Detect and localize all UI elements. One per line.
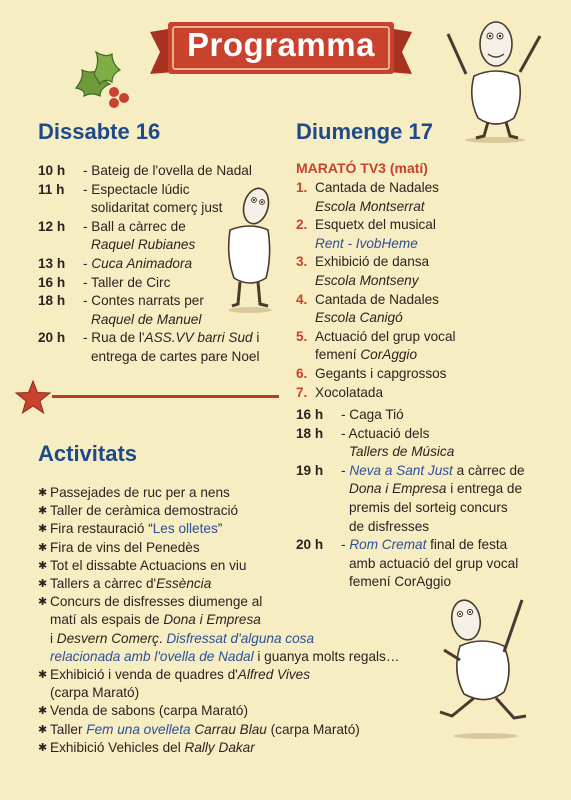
text-segment: Dona i Empresa [163,612,261,628]
text-segment: amb actuació del grup vocal [349,555,519,571]
activity-text [50,702,448,720]
sunday-heading: Diumenge 17 [296,119,433,144]
text-segment: - Ball a càrrec de [83,218,186,234]
activity-item [38,484,448,502]
text-segment: - Taller de Circ [83,274,171,290]
activities-list [38,484,448,757]
time-label: 18 h [38,293,66,309]
text-line [315,272,556,291]
text-segment: Rent - IvobHeme [315,235,418,251]
text-line [315,309,556,328]
text-line [50,666,448,684]
text-segment: Raquel de Manuel [91,311,202,327]
text-segment: Desvern Comerç [56,630,159,646]
item-description [315,384,556,403]
text-line [315,179,556,198]
schedule-row [296,406,566,425]
text-segment: Exhibició de dansa [315,254,430,270]
text-segment: Essència [156,576,212,592]
text-line [50,739,448,757]
marato-item [296,216,556,253]
text-segment: Disfressat d'alguna cosa [166,630,315,646]
text-segment: Dona i Empresa [349,481,447,497]
activity-item [38,520,448,538]
marato-list [296,179,556,402]
text-segment: Esquetx del musical [315,217,436,233]
text-line [50,702,448,720]
text-segment: - Rua de l' [83,330,145,346]
time-label: 16 h [296,407,324,422]
banner-title: Programma [187,26,375,63]
activity-item [38,557,448,575]
time-label: 16 h [38,274,66,290]
text-segment: entrega de cartes pare Noel [91,348,260,364]
activity-item [38,539,448,557]
text-line [315,253,556,272]
text-line [315,328,556,347]
text-segment: CorAggio [360,347,418,363]
activity-item [38,502,448,520]
bullet-star-icon: ✱ [38,559,48,572]
text-segment: Gegants i capgrossos [315,365,447,381]
text-segment: Tot el dissabte Actuacions en viu [50,557,247,573]
text-segment: Passejades de ruc per a nens [50,485,230,500]
text-segment: Les olletes [152,521,218,537]
text-line [341,425,566,444]
activity-text [50,575,448,593]
text-segment: femení CorAggio [349,574,452,590]
text-segment: Carrau Blau [194,721,267,737]
text-segment: ASS.VV barri Sud [144,330,253,346]
text-segment: . [158,630,167,646]
text-segment: - Espectacle lúdic [83,181,190,197]
text-line [341,443,566,462]
text-segment: Tallers de Música [349,444,455,460]
schedule-description [341,406,566,425]
text-line [50,593,448,611]
activity-text [50,739,448,757]
bullet-star-icon: ✱ [38,723,48,736]
text-segment: i guanya molts regals… [253,648,400,664]
text-line [341,462,566,481]
text-segment: de disfresses [349,518,430,534]
text-segment: Neva a Sant Just [349,462,453,478]
text-line [315,235,556,254]
text-line [50,484,448,502]
text-segment: Taller [50,721,87,737]
text-segment: Alfred Vives [237,667,311,683]
marato-item [296,328,556,365]
activity-text [50,593,448,666]
section-divider [52,395,279,398]
text-segment: - Contes narrats per [83,293,204,309]
text-line [50,684,448,702]
text-segment: Cantada de Nadales [315,180,439,195]
text-segment: (carpa Marató) [50,685,140,701]
text-segment: Escola Montserrat [315,198,425,214]
text-segment: Raquel Rubianes [91,237,196,253]
text-segment: a càrrec de [452,462,525,478]
activity-text [50,666,448,702]
marato-heading: MARATÓ TV3 (matí) [296,160,428,176]
bullet-star-icon: ✱ [38,505,48,518]
text-line [83,329,298,348]
sheep-illustration [430,590,530,740]
text-line [50,557,448,575]
text-segment: - Bateig de l'ovella de Nadal [83,163,252,178]
bullet-star-icon: ✱ [38,669,48,682]
text-line [50,648,448,666]
item-description [315,291,556,328]
bullet-star-icon: ✱ [38,705,48,718]
text-segment: Taller de ceràmica demostració [50,503,239,519]
text-segment: Exhibició i venda de quadres d' [50,667,238,683]
activity-text [50,721,448,739]
text-line [50,539,448,557]
text-line [50,575,448,593]
activity-text [50,520,448,538]
item-number: 7. [296,384,308,400]
text-segment: Fira restauració “ [50,521,153,537]
text-segment: relacionada amb l'ovella de Nadal [50,648,254,664]
text-segment: Fira de vins del Penedès [50,539,200,555]
text-line [315,384,556,403]
text-line [50,502,448,520]
text-line [315,346,556,365]
holly-icon [70,48,140,113]
time-label: 10 h [38,163,66,178]
text-segment: matí als espais de [50,612,164,628]
item-description [315,253,556,290]
text-segment: Tallers a càrrec d' [50,576,157,592]
time-label: 20 h [38,330,66,346]
text-line [50,630,448,648]
text-segment: - Actuació dels [341,425,430,441]
text-segment: Escola Montseny [315,272,419,288]
text-segment: (carpa Marató) [266,721,360,737]
text-line [83,162,298,181]
text-segment: Escola Canigó [315,310,403,326]
item-number: 2. [296,217,308,233]
text-segment: Actuació del grup vocal [315,328,456,344]
text-line [50,721,448,739]
text-line [315,291,556,310]
bullet-star-icon: ✱ [38,578,48,591]
activity-item [38,739,448,757]
text-segment: - [341,462,350,478]
text-segment: final de festa [426,537,508,553]
text-segment: Cantada de Nadales [315,291,439,307]
bullet-star-icon: ✱ [38,741,48,754]
item-description [315,365,556,384]
bullet-star-icon: ✱ [38,596,48,609]
activity-item [38,666,448,702]
marato-item [296,291,556,328]
star-icon [15,380,51,414]
text-segment: Fem una ovelleta [86,721,191,737]
marato-item [296,365,556,384]
schedule-description [341,425,566,462]
schedule-row [296,425,566,462]
schedule-description [83,329,298,366]
text-segment: solidaritat comerç just [91,200,223,216]
text-line [83,348,298,367]
item-description [315,328,556,365]
text-segment: - [341,537,350,553]
text-segment: i [252,330,260,346]
text-line [315,198,556,217]
text-segment: - [83,255,92,271]
text-segment: - Caga Tió [341,407,404,422]
activity-text [50,484,448,502]
time-label: 18 h [296,425,324,441]
activity-text [50,557,448,575]
item-number: 6. [296,365,308,381]
text-segment: Concurs de disfresses diumenge al [50,594,263,610]
bullet-star-icon: ✱ [38,541,48,554]
activity-item [38,575,448,593]
text-segment: premis del sorteig concurs [349,499,508,515]
activity-item [38,702,448,720]
text-line [315,365,556,384]
text-segment: Exhibició Vehicles del [50,739,185,755]
bullet-star-icon: ✱ [38,523,48,536]
item-number: 4. [296,291,308,307]
time-label: 12 h [38,218,66,234]
marato-item [296,179,556,216]
item-number: 3. [296,254,308,270]
sheep-illustration [218,186,280,314]
text-line [315,216,556,235]
marato-item [296,253,556,290]
text-line [50,611,448,629]
text-line [341,406,566,425]
item-number: 1. [296,180,308,195]
time-label: 11 h [38,181,65,197]
item-description [315,179,556,216]
sheep-illustration [440,14,550,144]
text-segment: i [50,630,57,646]
text-segment: Rom Cremat [349,537,427,553]
time-label: 20 h [296,537,324,553]
marato-item [296,384,556,403]
text-segment: Rally Dakar [184,739,255,755]
activity-text [50,539,448,557]
schedule-row [38,329,298,366]
time-label: 13 h [38,255,66,271]
bullet-star-icon: ✱ [38,487,48,499]
item-description [315,216,556,253]
text-segment: Cuca Animadora [91,255,193,271]
saturday-heading: Dissabte 16 [38,119,161,144]
item-number: 5. [296,328,308,344]
schedule-description [83,162,298,181]
text-segment: femení [315,347,361,363]
activities-heading: Activitats [38,441,138,466]
text-segment: i entrega de [446,481,523,497]
text-segment: Venda de sabons (carpa Marató) [50,703,248,719]
time-label: 19 h [296,462,324,478]
schedule-row [38,162,298,181]
text-segment: ” [217,521,223,537]
activity-item [38,721,448,739]
text-line [50,520,448,538]
activity-text [50,502,448,520]
text-segment: Xocolatada [315,384,384,400]
activity-item [38,593,448,666]
